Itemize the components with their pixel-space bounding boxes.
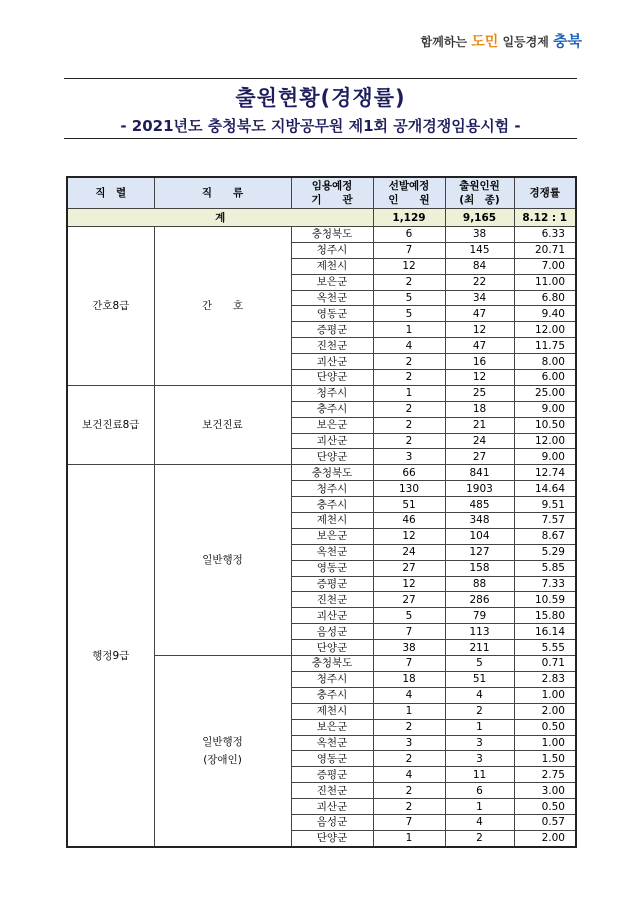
bottom-rule <box>64 138 577 139</box>
applicants-cell: 3 <box>445 751 514 767</box>
agency-cell: 청주시 <box>291 671 373 687</box>
ratio-cell: 8.67 <box>514 528 576 544</box>
ratio-cell: 3.00 <box>514 783 576 799</box>
series-cell: 보건진료8급 <box>67 385 154 464</box>
header-agency: 임용예정 기 관 <box>291 177 373 209</box>
agency-cell: 충청북도 <box>291 656 373 672</box>
header-quota: 선발예정 인 원 <box>373 177 445 209</box>
type-cell: 간 호 <box>154 227 291 386</box>
quota-cell: 5 <box>373 608 445 624</box>
ratio-cell: 2.00 <box>514 703 576 719</box>
agency-cell: 보은군 <box>291 417 373 433</box>
applicants-cell: 158 <box>445 560 514 576</box>
ratio-cell: 12.00 <box>514 322 576 338</box>
total-row <box>67 209 576 227</box>
applicants-cell: 1 <box>445 799 514 815</box>
top-rule <box>64 78 577 79</box>
applicants-cell: 104 <box>445 528 514 544</box>
ratio-cell: 1.00 <box>514 735 576 751</box>
applicants-cell: 485 <box>445 497 514 513</box>
ratio-cell: 7.00 <box>514 258 576 274</box>
page-subtitle: - 2021년도 충청북도 지방공무원 제1회 공개경쟁임용시험 - <box>120 117 521 135</box>
applicants-cell: 841 <box>445 465 514 481</box>
applicants-cell: 6 <box>445 783 514 799</box>
ratio-cell: 5.29 <box>514 544 576 560</box>
ratio-cell: 2.00 <box>514 830 576 846</box>
agency-cell: 단양군 <box>291 830 373 846</box>
agency-cell: 진천군 <box>291 783 373 799</box>
quota-cell: 2 <box>373 751 445 767</box>
agency-cell: 제천시 <box>291 258 373 274</box>
quota-cell: 18 <box>373 671 445 687</box>
quota-cell: 5 <box>373 290 445 306</box>
agency-cell: 단양군 <box>291 449 373 465</box>
agency-cell: 옥천군 <box>291 290 373 306</box>
applicants-cell: 25 <box>445 385 514 401</box>
agency-cell: 충청북도 <box>291 227 373 243</box>
applicants-cell: 16 <box>445 354 514 370</box>
applicants-cell: 2 <box>445 830 514 846</box>
page-title: 출원현황(경쟁률) <box>235 86 406 110</box>
agency-cell: 음성군 <box>291 624 373 640</box>
agency-cell: 영동군 <box>291 560 373 576</box>
agency-cell: 옥천군 <box>291 735 373 751</box>
ratio-cell: 10.50 <box>514 417 576 433</box>
ratio-cell: 9.51 <box>514 497 576 513</box>
applicants-cell: 12 <box>445 322 514 338</box>
ratio-cell: 6.80 <box>514 290 576 306</box>
ratio-cell: 9.00 <box>514 401 576 417</box>
ratio-cell: 25.00 <box>514 385 576 401</box>
quota-cell: 4 <box>373 338 445 354</box>
agency-cell: 보은군 <box>291 274 373 290</box>
ratio-cell: 15.80 <box>514 608 576 624</box>
applicants-cell: 51 <box>445 671 514 687</box>
applicants-cell: 4 <box>445 814 514 830</box>
agency-cell: 충주시 <box>291 687 373 703</box>
series-cell: 행정9급 <box>67 465 154 847</box>
quota-cell: 1 <box>373 385 445 401</box>
agency-cell: 충주시 <box>291 401 373 417</box>
ratio-cell: 11.00 <box>514 274 576 290</box>
applicants-cell: 22 <box>445 274 514 290</box>
header-type: 직 류 <box>154 177 291 209</box>
applicants-cell: 286 <box>445 592 514 608</box>
agency-cell: 증평군 <box>291 767 373 783</box>
quota-cell: 27 <box>373 560 445 576</box>
agency-cell: 음성군 <box>291 814 373 830</box>
applicants-cell: 4 <box>445 687 514 703</box>
ratio-cell: 8.00 <box>514 354 576 370</box>
quota-cell: 5 <box>373 306 445 322</box>
applicants-cell: 47 <box>445 306 514 322</box>
total-ratio: 8.12 : 1 <box>514 209 576 227</box>
quota-cell: 24 <box>373 544 445 560</box>
ratio-cell: 0.71 <box>514 656 576 672</box>
agency-cell: 괴산군 <box>291 433 373 449</box>
applicants-cell: 88 <box>445 576 514 592</box>
table-row <box>67 465 576 481</box>
table-row <box>67 385 576 401</box>
ratio-cell: 11.75 <box>514 338 576 354</box>
ratio-cell: 7.33 <box>514 576 576 592</box>
quota-cell: 3 <box>373 449 445 465</box>
ratio-cell: 6.33 <box>514 227 576 243</box>
agency-cell: 청주시 <box>291 385 373 401</box>
type-cell: 일반행정 (장애인) <box>154 656 291 847</box>
applicants-cell: 11 <box>445 767 514 783</box>
applicants-cell: 1903 <box>445 481 514 497</box>
ratio-cell: 0.57 <box>514 814 576 830</box>
quota-cell: 2 <box>373 719 445 735</box>
quota-cell: 66 <box>373 465 445 481</box>
quota-cell: 2 <box>373 433 445 449</box>
quota-cell: 51 <box>373 497 445 513</box>
agency-cell: 단양군 <box>291 640 373 656</box>
quota-cell: 2 <box>373 370 445 386</box>
agency-cell: 제천시 <box>291 703 373 719</box>
agency-cell: 증평군 <box>291 322 373 338</box>
ratio-cell: 7.57 <box>514 513 576 529</box>
ratio-cell: 5.85 <box>514 560 576 576</box>
type-cell: 보건진료 <box>154 385 291 464</box>
ratio-cell: 16.14 <box>514 624 576 640</box>
agency-cell: 보은군 <box>291 528 373 544</box>
applicants-cell: 12 <box>445 370 514 386</box>
ratio-cell: 20.71 <box>514 242 576 258</box>
agency-cell: 청주시 <box>291 242 373 258</box>
quota-cell: 7 <box>373 624 445 640</box>
agency-cell: 충주시 <box>291 497 373 513</box>
header-series: 직 렬 <box>67 177 154 209</box>
quota-cell: 2 <box>373 417 445 433</box>
ratio-cell: 0.50 <box>514 799 576 815</box>
applicants-cell: 18 <box>445 401 514 417</box>
agency-cell: 괴산군 <box>291 608 373 624</box>
quota-cell: 4 <box>373 767 445 783</box>
applicants-cell: 21 <box>445 417 514 433</box>
ratio-cell: 0.50 <box>514 719 576 735</box>
applicants-cell: 47 <box>445 338 514 354</box>
quota-cell: 1 <box>373 830 445 846</box>
ratio-cell: 12.00 <box>514 433 576 449</box>
ratio-cell: 6.00 <box>514 370 576 386</box>
agency-cell: 괴산군 <box>291 799 373 815</box>
agency-cell: 청주시 <box>291 481 373 497</box>
quota-cell: 7 <box>373 814 445 830</box>
quota-cell: 12 <box>373 528 445 544</box>
ratio-cell: 14.64 <box>514 481 576 497</box>
quota-cell: 130 <box>373 481 445 497</box>
applicants-cell: 1 <box>445 719 514 735</box>
type-cell: 일반행정 <box>154 465 291 656</box>
table-row <box>67 227 576 243</box>
header-applicants: 출원인원 (최 종) <box>445 177 514 209</box>
agency-cell: 보은군 <box>291 719 373 735</box>
quota-cell: 2 <box>373 799 445 815</box>
agency-cell: 영동군 <box>291 306 373 322</box>
header-ratio: 경쟁률 <box>514 177 576 209</box>
applicants-cell: 79 <box>445 608 514 624</box>
ratio-cell: 5.55 <box>514 640 576 656</box>
ratio-cell: 9.40 <box>514 306 576 322</box>
applicants-cell: 2 <box>445 703 514 719</box>
quota-cell: 27 <box>373 592 445 608</box>
quota-cell: 38 <box>373 640 445 656</box>
applicants-cell: 127 <box>445 544 514 560</box>
agency-cell: 진천군 <box>291 338 373 354</box>
applicants-cell: 145 <box>445 242 514 258</box>
ratio-cell: 2.75 <box>514 767 576 783</box>
quota-cell: 2 <box>373 354 445 370</box>
application-status-table <box>66 176 577 848</box>
total-quota: 1,129 <box>373 209 445 227</box>
applicants-cell: 113 <box>445 624 514 640</box>
agency-cell: 증평군 <box>291 576 373 592</box>
quota-cell: 6 <box>373 227 445 243</box>
quota-cell: 12 <box>373 258 445 274</box>
ratio-cell: 9.00 <box>514 449 576 465</box>
applicants-cell: 34 <box>445 290 514 306</box>
quota-cell: 12 <box>373 576 445 592</box>
quota-cell: 1 <box>373 322 445 338</box>
agency-cell: 진천군 <box>291 592 373 608</box>
ratio-cell: 1.00 <box>514 687 576 703</box>
applicants-cell: 211 <box>445 640 514 656</box>
ratio-cell: 1.50 <box>514 751 576 767</box>
agency-cell: 괴산군 <box>291 354 373 370</box>
applicants-cell: 348 <box>445 513 514 529</box>
header-row <box>67 177 576 209</box>
ratio-cell: 10.59 <box>514 592 576 608</box>
quota-cell: 7 <box>373 242 445 258</box>
agency-cell: 제천시 <box>291 513 373 529</box>
quota-cell: 2 <box>373 783 445 799</box>
applicants-cell: 3 <box>445 735 514 751</box>
quota-cell: 46 <box>373 513 445 529</box>
applicants-cell: 24 <box>445 433 514 449</box>
quota-cell: 4 <box>373 687 445 703</box>
applicants-cell: 5 <box>445 656 514 672</box>
total-applicants: 9,165 <box>445 209 514 227</box>
quota-cell: 7 <box>373 656 445 672</box>
quota-cell: 2 <box>373 274 445 290</box>
agency-cell: 옥천군 <box>291 544 373 560</box>
series-cell: 간호8급 <box>67 227 154 386</box>
ratio-cell: 12.74 <box>514 465 576 481</box>
total-label: 계 <box>67 209 373 227</box>
slogan-logo: 함께하는 도민 일등경제 충북 <box>420 32 582 50</box>
quota-cell: 1 <box>373 703 445 719</box>
quota-cell: 3 <box>373 735 445 751</box>
agency-cell: 단양군 <box>291 370 373 386</box>
agency-cell: 충청북도 <box>291 465 373 481</box>
applicants-cell: 84 <box>445 258 514 274</box>
applicants-cell: 38 <box>445 227 514 243</box>
ratio-cell: 2.83 <box>514 671 576 687</box>
agency-cell: 영동군 <box>291 751 373 767</box>
quota-cell: 2 <box>373 401 445 417</box>
applicants-cell: 27 <box>445 449 514 465</box>
